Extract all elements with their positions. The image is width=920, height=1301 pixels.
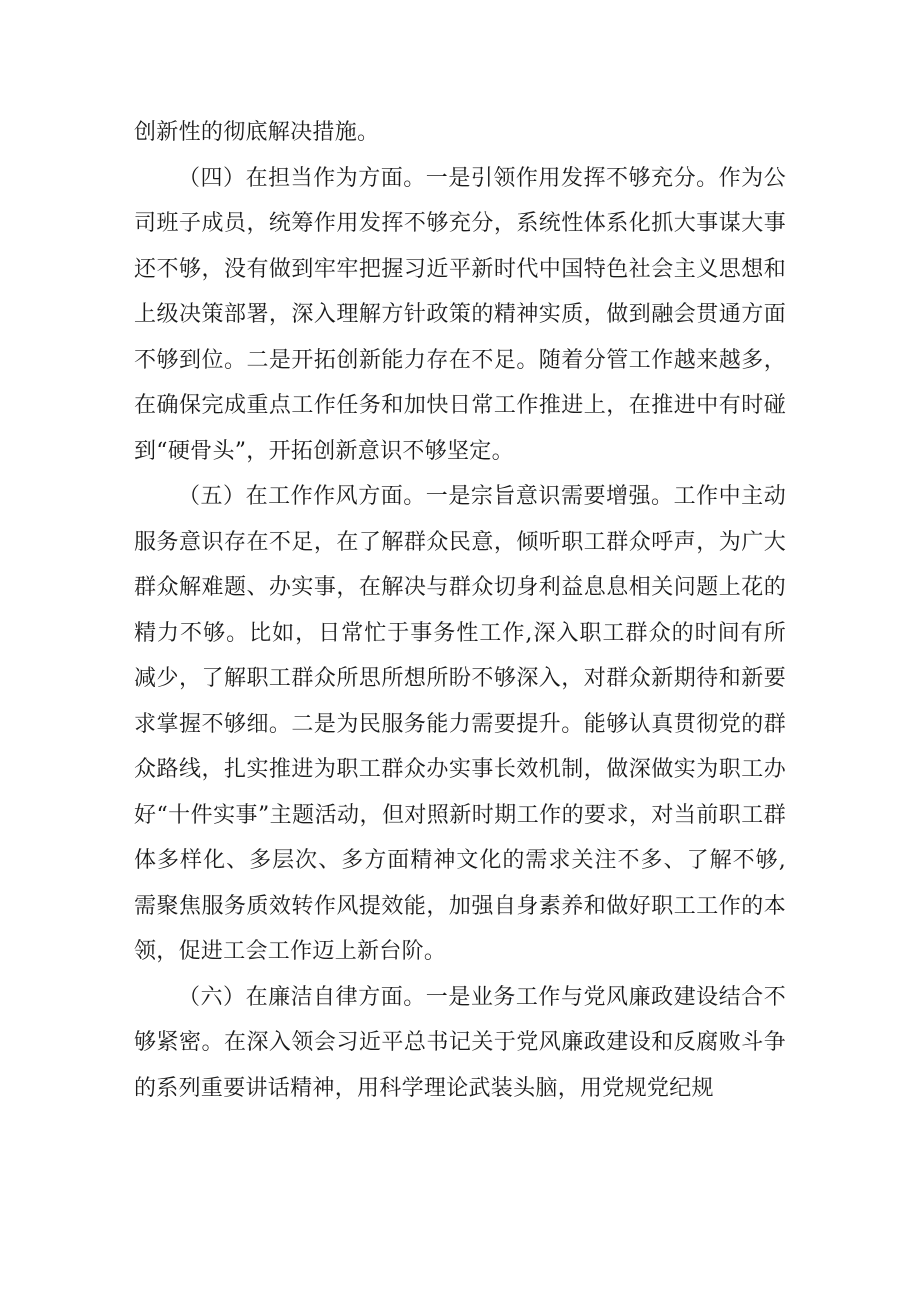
paragraph-continuation: 创新性的彻底解决措施。: [134, 120, 380, 145]
paragraph-section-5: （五）在工作作风方面。一是宗旨意识需要增强。工作中主动服务意识存在不足，在了解群众民意，倾听职工群众呼声，为广大群众解难题、办实事，在解决与群众切身利益息息相关问题上花的精力不够。比如，日常忙于事务性工作,深入职工群众的时间有所减少，了解职工群众所思所想所盼不够深入，对群众新期待和新要求掌握不够细。二是为民服务能力需要提升。能够认真贯彻党的群众路线，扎实推进为职工群众办实事长效机制，做深做实为职工办好“十件实事”主题活动，但对照新时期工作的要求，对当前职工群体多样化、多层次、多方面精神文化的需求关注不多、了解不够,需聚焦服务质效转作风提效能，加强自身素养和做好职工工作的本领，促进工会工作迈上新台阶。: [134, 484, 786, 964]
paragraph-section-4: （四）在担当作为方面。一是引领作用发挥不够充分。作为公司班子成员，统筹作用发挥不够充分，系统性体系化抓大事谋大事还不够，没有做到牢牢把握习近平新时代中国特色社会主义思想和上级决策部署，深入理解方针政策的精神实质，做到融会贯通方面不够到位。二是开拓创新能力存在不足。随着分管工作越来越多，在确保完成重点工作任务和加快日常工作推进上，在推进中有时碰到“硬骨头”，开拓创新意识不够坚定。: [134, 165, 786, 464]
document-body: [134, 110, 786, 1111]
paragraph-section-6: （六）在廉洁自律方面。一是业务工作与党风廉政建设结合不够紧密。在深入领会习近平总书记关于党风廉政建设和反腐败斗争的系列重要讲话精神，用科学理论武装头脑，用党规党纪规: [134, 984, 786, 1101]
